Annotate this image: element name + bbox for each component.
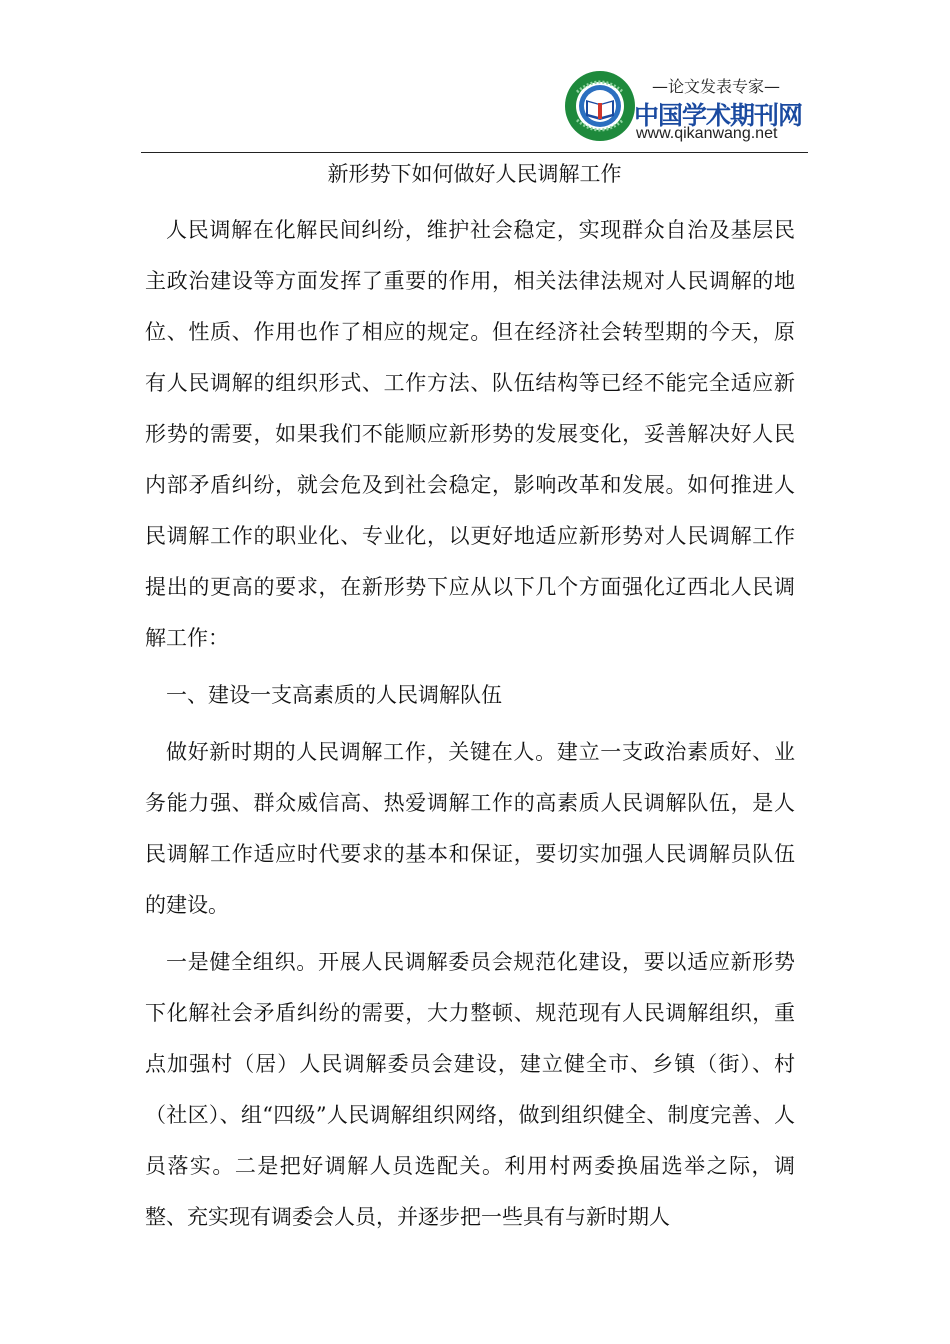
logo-tagline: —论文发表专家— [652, 77, 781, 96]
publisher-logo [564, 70, 808, 148]
body-paragraph: 人民调解在化解民间纠纷，维护社会稳定，实现群众自治及基层民主政治建设等方面发挥了重要的作用，相关法律法规对人民调解的地位、性质、作用也作了相应的规定。但在经济社会转型期的今天，原有人民调解的组织形式、工作方法、队伍结构等已经不能完全适应新形势的需要，如果我们不能顺应新形势的发展变化，妥善解决好人民内部矛盾纠纷，就会危及到社会稳定，影响改革和发展。如何推进人民调解工作的职业化、专业化，以更好地适应新形势对人民调解工作提出的更高的要求，在新形势下应从以下几个方面强化辽西北人民调解工作： [145, 218, 795, 650]
document-body [145, 205, 795, 1249]
logo-name: 中国学术期刊网 [634, 101, 803, 130]
header-divider [141, 152, 808, 153]
section-heading: 一、建设一支高素质的人民调解队伍 [166, 683, 502, 707]
logo-url: www.qikanwang.net [636, 125, 778, 142]
document-header [0, 0, 950, 160]
body-paragraph: 一是健全组织。开展人民调解委员会规范化建设，要以适应新形势下化解社会矛盾纠纷的需要，大力整顿、规范现有人民调解组织，重点加强村（居）人民调解委员会建设，建立健全市、乡镇（街）、村（社区）、组“四级”人民调解组织网络，做到组织健全、制度完善、人员落实。二是把好调解人员选配关。利用村两委换届选举之际，调整、充实现有调委会人员，并逐步把一些具有与新时期人 [145, 950, 795, 1229]
body-paragraph: 做好新时期的人民调解工作，关键在人。建立一支政治素质好、业务能力强、群众威信高、热爱调解工作的高素质人民调解队伍，是人民调解工作适应时代要求的基本和保证，要切实加强人民调解员队伍的建设。 [145, 740, 795, 917]
document-title: 新形势下如何做好人民调解工作 [327, 162, 622, 186]
logo-seal-icon [564, 70, 636, 142]
